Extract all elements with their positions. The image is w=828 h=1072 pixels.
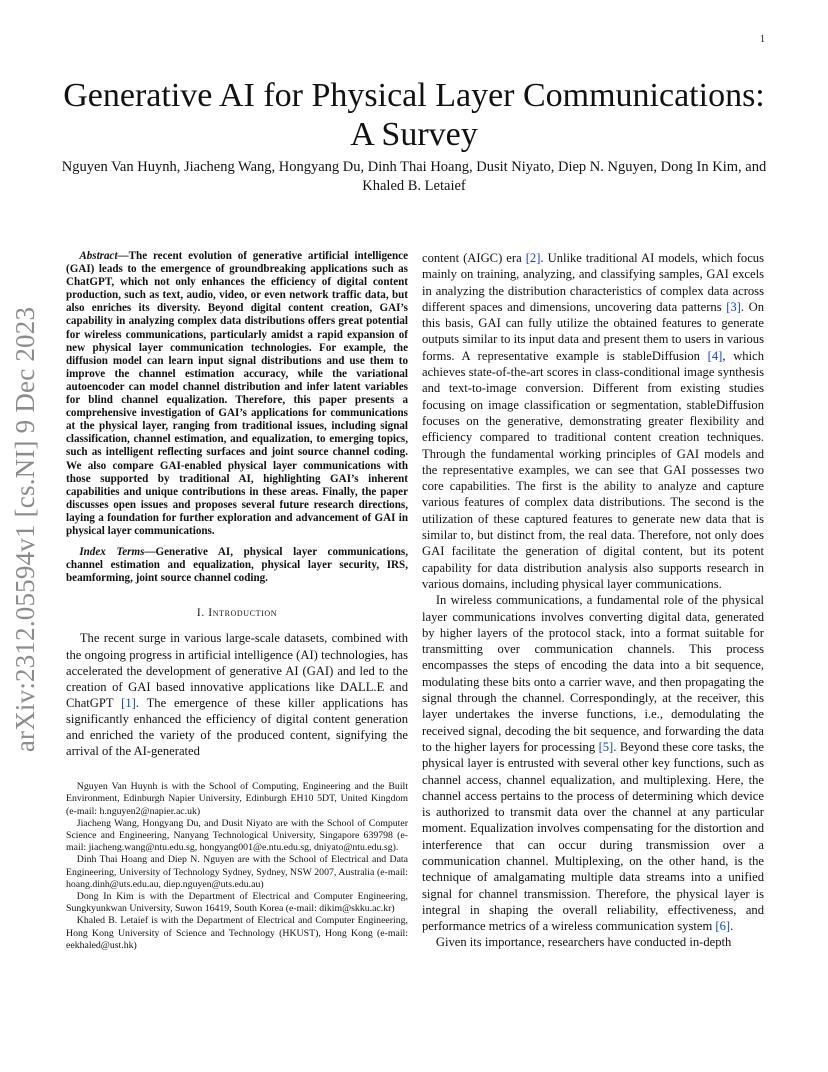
right-paragraph-1 xyxy=(422,250,764,592)
footnote-3: Dinh Thai Hoang and Diep N. Nguyen are with the School of Electrical and Data Engineering, University of Technology Sydney, Sydney, NSW 2007, Australia (e-mail: hoang.dinh@uts.edu.au, diep.nguyen@uts.edu.au) xyxy=(66,854,408,890)
intro-paragraph-1-text: The recent surge in various large-scale datasets, combined with the ongoing progress in artificial intelligence (AI) technologies, has accelerated the development of generative AI (GAI) and led to the creation of GAI based innovative applications like DALL.E and ChatGPT xyxy=(66,631,408,710)
section-title: Introduction xyxy=(208,607,278,620)
author-affiliation-footnotes xyxy=(66,781,408,952)
paper-title xyxy=(40,76,788,154)
intro-paragraph-1-text-cont: . The emergence of these killer applications has significantly enhanced the efficiency of digital content generation and enriched the variety of the produced content, signifying the arrival of the AI-generated xyxy=(66,695,408,759)
author-list: Nguyen Van Huynh, Jiacheng Wang, Hongyang Du, Dinh Thai Hoang, Dusit Niyato, Diep N. Nguyen, Dong In Kim, and Khaled B. Letaief xyxy=(61,159,767,194)
index-terms-text: —Generative AI, physical layer communications, channel estimation and equalization, physical layer security, IRS, beamforming, joint source channel coding. xyxy=(66,546,408,585)
citation-link-1[interactable]: [1] xyxy=(121,695,136,710)
intro-paragraph-1 xyxy=(66,630,408,759)
right-paragraph-2-text-a: In wireless communications, a fundamental role of the physical layer communications involves converting digital data, generated by higher layers of the protocol stack, into a format suitable for transmitting over communication channels. This process encompasses the steps of encoding the data into a bit sequence, modulating these bits onto a carrier wave, and then propagating the signal through the channel. Correspondingly, at the receiver, this layer undertakes the inverse functions, i.e., demodulating the received signal, decoding the bit sequence, and forwarding the data to the higher layers for processing xyxy=(422,593,764,754)
abstract-label: Abstract xyxy=(79,250,118,262)
left-column xyxy=(66,250,408,952)
arxiv-identifier-stamp xyxy=(8,294,44,764)
section-number: I. xyxy=(196,607,205,620)
citation-link-6[interactable]: [6] xyxy=(715,919,731,934)
index-terms xyxy=(66,546,408,585)
right-paragraph-1-text-a: content (AIGC) era xyxy=(422,251,526,265)
citation-link-5[interactable]: [5] xyxy=(598,739,614,754)
footnote-2: Jiacheng Wang, Hongyang Du, and Dusit Niyato are with the School of Computer Science and Engineering, Nanyang Technological University, Singapore 639798 (e-mail: jiacheng.wang@ntu.edu.sg, hongyang001@e.ntu.edu.sg, dniyato@ntu.edu.sg). xyxy=(66,817,408,854)
right-column xyxy=(422,250,764,951)
arxiv-identifier-text: arXiv:2312.05594v1 [cs.NI] 9 Dec 2023 xyxy=(10,306,41,752)
section-heading-introduction xyxy=(66,607,408,620)
right-paragraph-1-text-d: , which achieves state-of-the-art scores in class-conditional image synthesis and text-to-image conversion. Different from existing studies focusing on image classification or segmentation, stableDiffusion focuses on the generative, demonstrating greater flexibility and efficiency compared to traditional content creation techniques. Through the fundamental working principles of GAI models and the representative examples, we can see that GAI possesses two core capabilities. The first is the ability to analyze and capture various features of complex data distributions. The second is the utilization of these captured features to generate new data that is similar to, but distinct from, the real data. Therefore, not only does GAI facilitate the generation of digital content, but its potent capability for data distribution analysis also supports research in various domains, including physical layer communications. xyxy=(422,348,764,591)
citation-link-2[interactable]: [2] xyxy=(525,251,541,265)
abstract-paragraph xyxy=(66,250,408,538)
right-paragraph-2-text-c: . xyxy=(730,919,734,934)
abstract-text: —The recent evolution of generative artificial intelligence (GAI) leads to the emergence of groundbreaking applications such as ChatGPT, which not only enhances the efficiency of digital content production, such as text, audio, video, or even network traffic data, but also enriches its diversity. Beyond digital content creation, GAI’s capability in analyzing complex data distributions offers great potential for wireless communications, particularly amidst a rapid expansion of new physical layer communication technologies. For example, the diffusion model can learn input signal distributions and use them to improve the channel estimation accuracy, while the variational autoencoder can model channel distribution and infer latent variables for blind channel equalization. Therefore, this paper presents a comprehensive investigation of GAI’s applications for communications at the physical layer, ranging from traditional issues, including signal classification, channel estimation, and equalization, to emerging topics, such as intelligent reflecting surfaces and joint source channel coding. We also compare GAI-enabled physical layer communications with those supported by traditional AI, highlighting GAI’s inherent capabilities and unique contributions in these areas. Finally, the paper discusses open issues and proposes several future research directions, laying a foundation for further exploration and advancement of GAI in physical layer communications. xyxy=(66,250,408,537)
abstract xyxy=(66,250,408,538)
paper-title-line-1: Generative AI for Physical Layer Communications: xyxy=(63,77,765,114)
page-number: 1 xyxy=(760,34,765,45)
footnote-5: Khaled B. Letaief is with the Department of Electrical and Computer Engineering, Hong Kong University of Science and Technology (HKUST), Hong Kong (e-mail: eekhaled@ust.hk) xyxy=(66,915,408,951)
citation-link-3[interactable]: [3] xyxy=(726,299,741,314)
index-terms-label: Index Terms xyxy=(79,546,145,559)
right-paragraph-3: Given its importance, researchers have conducted in-depth xyxy=(435,935,732,950)
right-paragraph-1-text-c: . On this basis, GAI can fully utilize the obtained features to generate outputs similar to its input data and present them to users in various forms. A representative example is stableDiffusion xyxy=(422,299,764,363)
footnote-1: Nguyen Van Huynh is with the School of Computing, Engineering and the Built Environment, Edinburgh Napier University, Edinburgh EH10 5DT, United Kingdom (e-mail: h.nguyen2@napier.ac.uk) xyxy=(66,781,408,817)
right-paragraph-2-text-b: . Beyond these core tasks, the physical layer is entrusted with several other key functions, such as channel access, channel equalization, and multiplexing. Here, the channel access pertains to the process of determining which device is authorized to transmit data over the channel at any particular moment. Equalization involves compensating for the distortion and interference that can occur during transmission over a communication channel. Multiplexing, on the other hand, is the technique of amalgamating multiple data streams into a unified signal for channel transmission. Therefore, the physical layer is integral in shaping the overall reliability, effectiveness, and performance metrics of a wireless communication system xyxy=(422,739,764,934)
right-paragraph-2 xyxy=(422,592,764,934)
paper-title-line-2: A Survey xyxy=(350,116,478,153)
right-paragraph-1-text-b: . Unlike traditional AI models, which focus mainly on training, analyzing, and classifying samples, GAI excels in analyzing the distribution characteristics of complex data across different spaces and dimensions, uncovering data patterns xyxy=(422,251,764,314)
citation-link-4[interactable]: [4] xyxy=(707,348,723,363)
footnote-4: Dong In Kim is with the Department of Electrical and Computer Engineering, Sungkyunkwan University, Suwon 16419, South Korea (e-mail: dikim@skku.ac.kr) xyxy=(66,891,408,915)
